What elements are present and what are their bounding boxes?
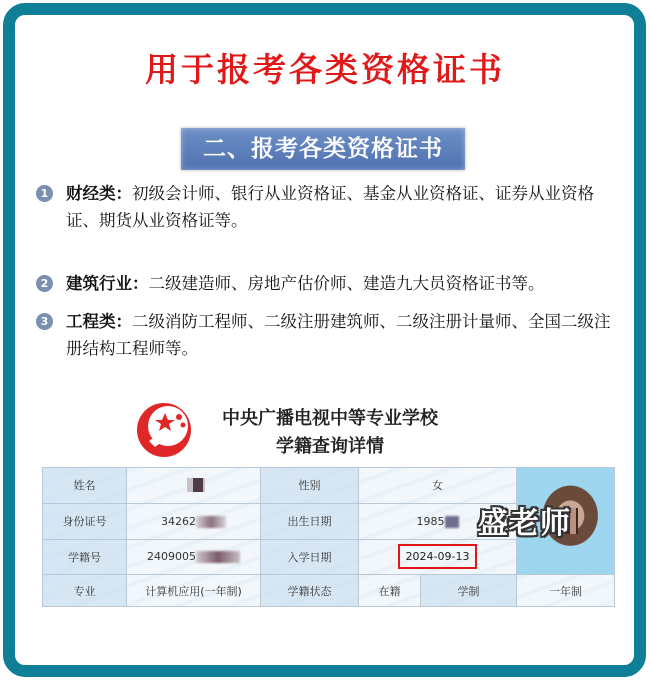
status-value: 在籍 <box>359 575 421 607</box>
watermark-text: 盛老师 <box>478 506 571 541</box>
student-no-value: 2409005 <box>127 539 261 575</box>
list-item <box>36 180 616 234</box>
major-label: 专业 <box>43 575 127 607</box>
item-category: 建筑行业： <box>66 274 149 293</box>
school-name: 中央广播电视中等专业学校 <box>222 408 438 429</box>
name-value <box>127 468 261 504</box>
student-no-label: 学籍号 <box>43 539 127 575</box>
item-category: 财经类： <box>66 184 132 203</box>
gender-label: 性别 <box>261 468 359 504</box>
birth-value: 1985 <box>359 503 517 539</box>
name-label: 姓名 <box>43 468 127 504</box>
item-text: 二级消防工程师、二级注册建筑师、二级注册计量师、全国二级注册结构工程师等。 <box>66 312 611 358</box>
section-heading: 二、报考各类资格证书 <box>181 128 465 170</box>
number-badge: 1 <box>36 185 53 202</box>
certificate-subtitle: 学籍查询详情 <box>276 436 384 457</box>
school-logo-icon <box>135 401 193 459</box>
id-value: 34262 <box>127 503 261 539</box>
list-item <box>36 270 616 297</box>
list-item <box>36 308 616 362</box>
system-label: 学制 <box>421 575 517 607</box>
number-badge: 3 <box>36 313 53 330</box>
major-value: 计算机应用(一年制) <box>127 575 261 607</box>
status-label: 学籍状态 <box>261 575 359 607</box>
system-value: 一年制 <box>517 575 615 607</box>
page-title: 用于报考各类资格证书 <box>145 50 505 89</box>
table-row <box>43 575 615 607</box>
item-text: 二级建造师、房地产估价师、建造九大员资格证书等。 <box>148 274 545 293</box>
number-badge: 2 <box>36 275 53 292</box>
enroll-date-highlight: 2024-09-13 <box>398 544 478 569</box>
item-text: 初级会计师、银行从业资格证、基金从业资格证、证券从业资格证、期货从业资格证等。 <box>66 184 594 230</box>
id-label: 身份证号 <box>43 503 127 539</box>
enroll-value <box>359 539 517 575</box>
enroll-label: 入学日期 <box>261 539 359 575</box>
item-category: 工程类： <box>66 312 132 331</box>
birth-label: 出生日期 <box>261 503 359 539</box>
gender-value: 女 <box>359 468 517 504</box>
